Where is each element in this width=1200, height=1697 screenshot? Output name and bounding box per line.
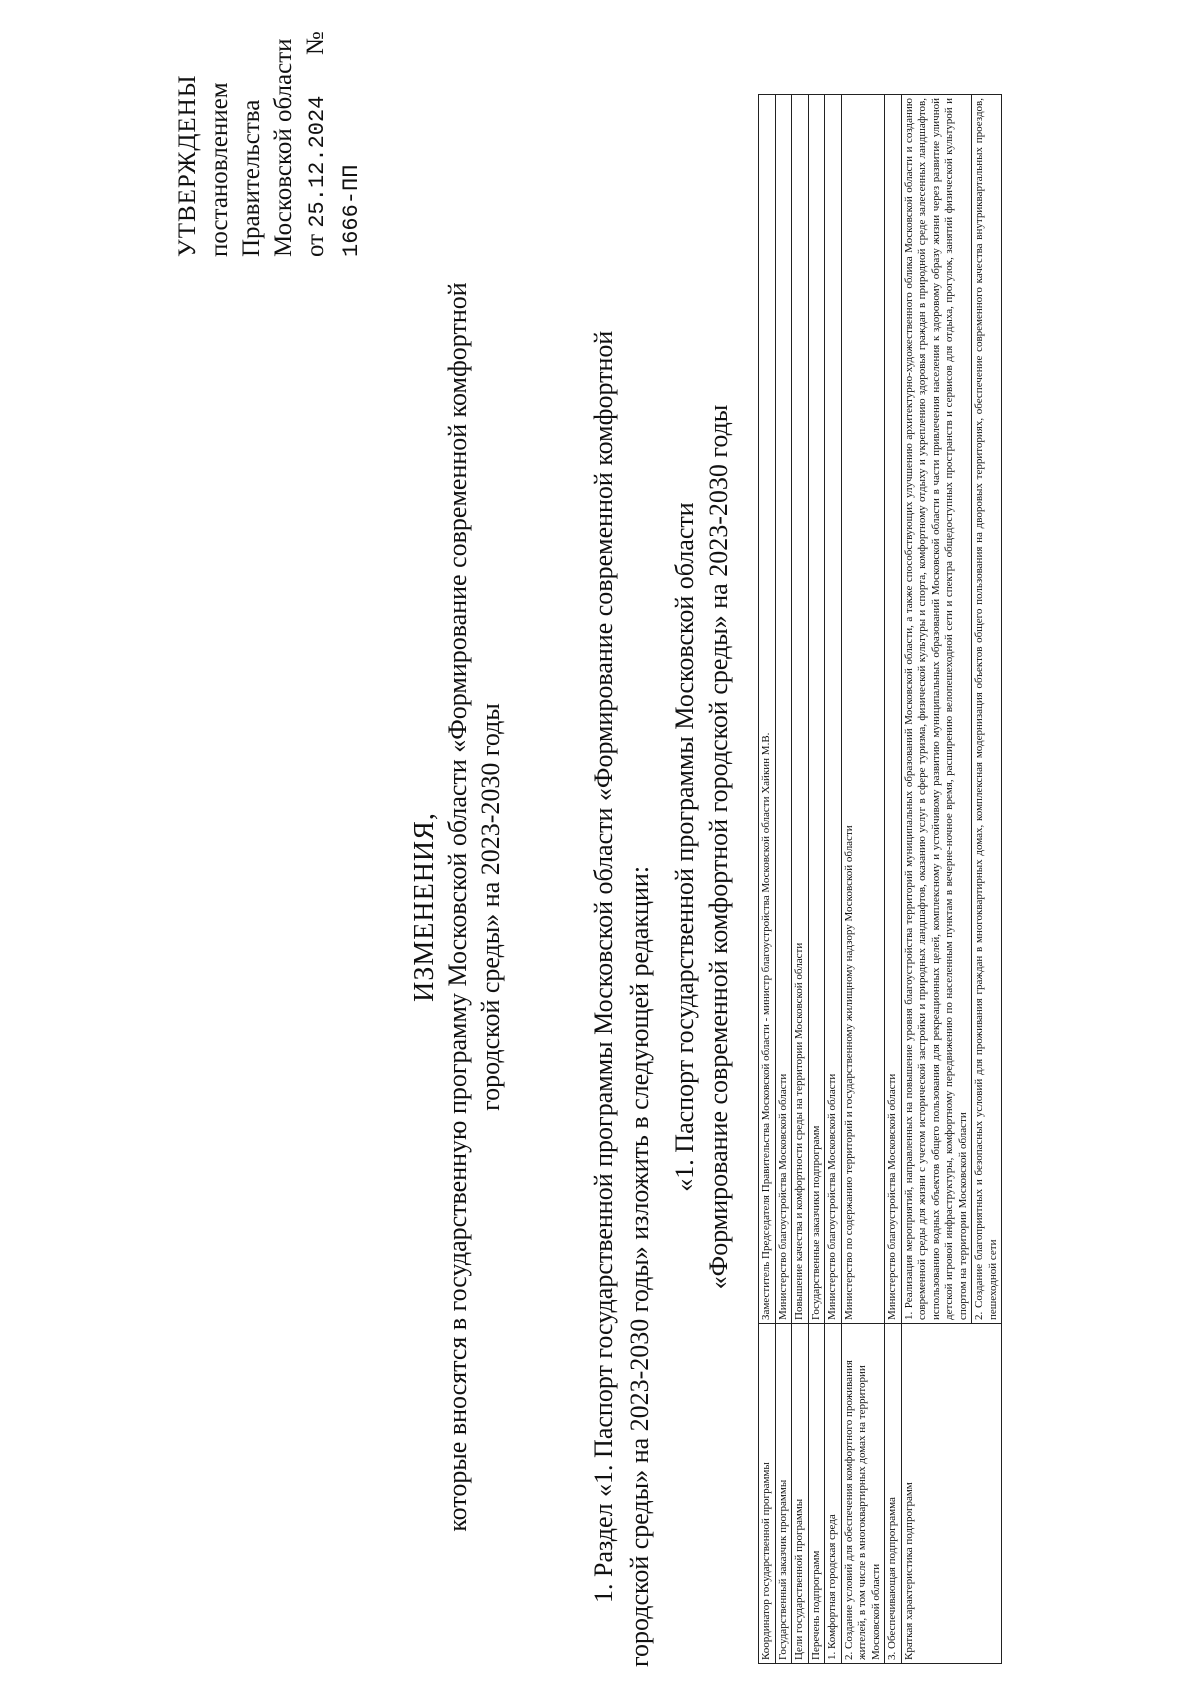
title-heading: ИЗМЕНЕНИЯ, <box>409 812 440 1002</box>
approval-date: 25.12.2024 <box>305 95 330 228</box>
row-label: Государственный заказчик программы <box>775 1324 792 1664</box>
title-line-1: которые вносятся в государственную программу Московской области «Формирование современной комфортной <box>443 282 472 1532</box>
row-label: 1. Комфортная городская среда <box>825 1324 842 1664</box>
row-label: 2. Создание условий для обеспечения комфортного проживания жителей, в том числе в многоквартирных домах на территории Московской области <box>841 1324 885 1664</box>
approval-number: 1666-ПП <box>339 164 364 257</box>
table-row <box>825 95 842 1664</box>
section-intro <box>586 27 658 1667</box>
row-label: Координатор государственной программы <box>759 1324 776 1664</box>
row-value: Министерство благоустройства Московской области <box>885 95 902 1324</box>
title-line-2: городской среды» на 2023-2030 годы <box>476 703 505 1111</box>
table-row <box>808 95 825 1664</box>
approval-date-line <box>300 2 368 257</box>
row-value: Министерство благоустройства Московской области <box>775 95 792 1324</box>
passport-title-line-2: «Формирование современной комфортной городской среды» на 2023-2030 годы <box>704 404 733 1290</box>
passport-title-line-1: «1. Паспорт государственной программы Московской области <box>670 502 699 1192</box>
passport-title <box>668 147 736 1547</box>
row-value: Заместитель Председателя Правительства Московской области - министр благоустройства Московской области Хайкин М.В. <box>759 95 776 1324</box>
row-value: Министерство по содержанию территорий и государственному жилищному надзору Московской области <box>841 95 885 1324</box>
intro-line-2: городской среды» на 2023-2030 годы» изложить в следующей редакции: <box>625 865 654 1667</box>
approval-stamp <box>172 2 368 257</box>
approval-heading: УТВЕРЖДЕНЫ <box>174 74 201 257</box>
summary-item-1: 1. Реализация мероприятий, направленных на повышение уровня благоустройства территорий муниципальных образований Московской области, а также способствующих улучшению архитектурно-художественного облика Московской области и созданию современной среды для жизни с учетом исторической застройки и природных ландшафтов, оказанию услуг в сфере туризма, физической культуры и спорта, комфортному отдыху и укреплению здоровья граждан в природной среде залесенных ландшафтов, использованию водных объектов общего пользования для рекреационных целей, комплексному и устойчивому развитию муниципальных образований Московской области в части привлечения населения к здоровому образу жизни через развитие уличной детской игровой инфраструктуры, комфортному передвижению по населенным пунктам в вечерне-ночное время, расширению велопешеходной сети и спектра общедоступных пространств и сервисов для отдыха, прогулок, занятий физической культурой и спортом на территории Московской области <box>901 95 972 1324</box>
row-label: Перечень подпрограмм <box>808 1324 825 1664</box>
table-row <box>792 95 809 1664</box>
intro-line-1: 1. Раздел «1. Паспорт государственной программы Московской области «Формирование современной комфортной <box>589 330 618 1603</box>
summary-label: Краткая характеристика подпрограмм <box>901 1324 1002 1664</box>
row-value: Государственные заказчики подпрограмм <box>808 95 825 1324</box>
summary-item-2: 2. Создание благоприятных и безопасных условий для проживания граждан в многоквартирных домах, комплексная модернизация объектов общего пользования на дворовых территориях, обеспечение современного качества внутриквартальных проездов, пешеходной сети <box>972 95 1002 1324</box>
row-label: Цели государственной программы <box>792 1324 809 1664</box>
row-value: Повышение качества и комфортности среды на территории Московской области <box>792 95 809 1324</box>
row-label: 3. Обеспечивающая подпрограмма <box>885 1324 902 1664</box>
approval-number-prefix: № <box>302 31 329 56</box>
table-row <box>901 95 972 1664</box>
approval-line-2: Московской области <box>270 38 297 257</box>
table-row <box>841 95 885 1664</box>
table-row <box>885 95 902 1664</box>
row-value: Министерство благоустройства Московской области <box>825 95 842 1324</box>
passport-table <box>758 94 1002 1664</box>
document-title <box>408 267 507 1547</box>
table-row <box>775 95 792 1664</box>
approval-line-1: постановлением Правительства <box>206 82 265 257</box>
approval-date-prefix: от <box>302 233 329 257</box>
table-row <box>759 95 776 1664</box>
